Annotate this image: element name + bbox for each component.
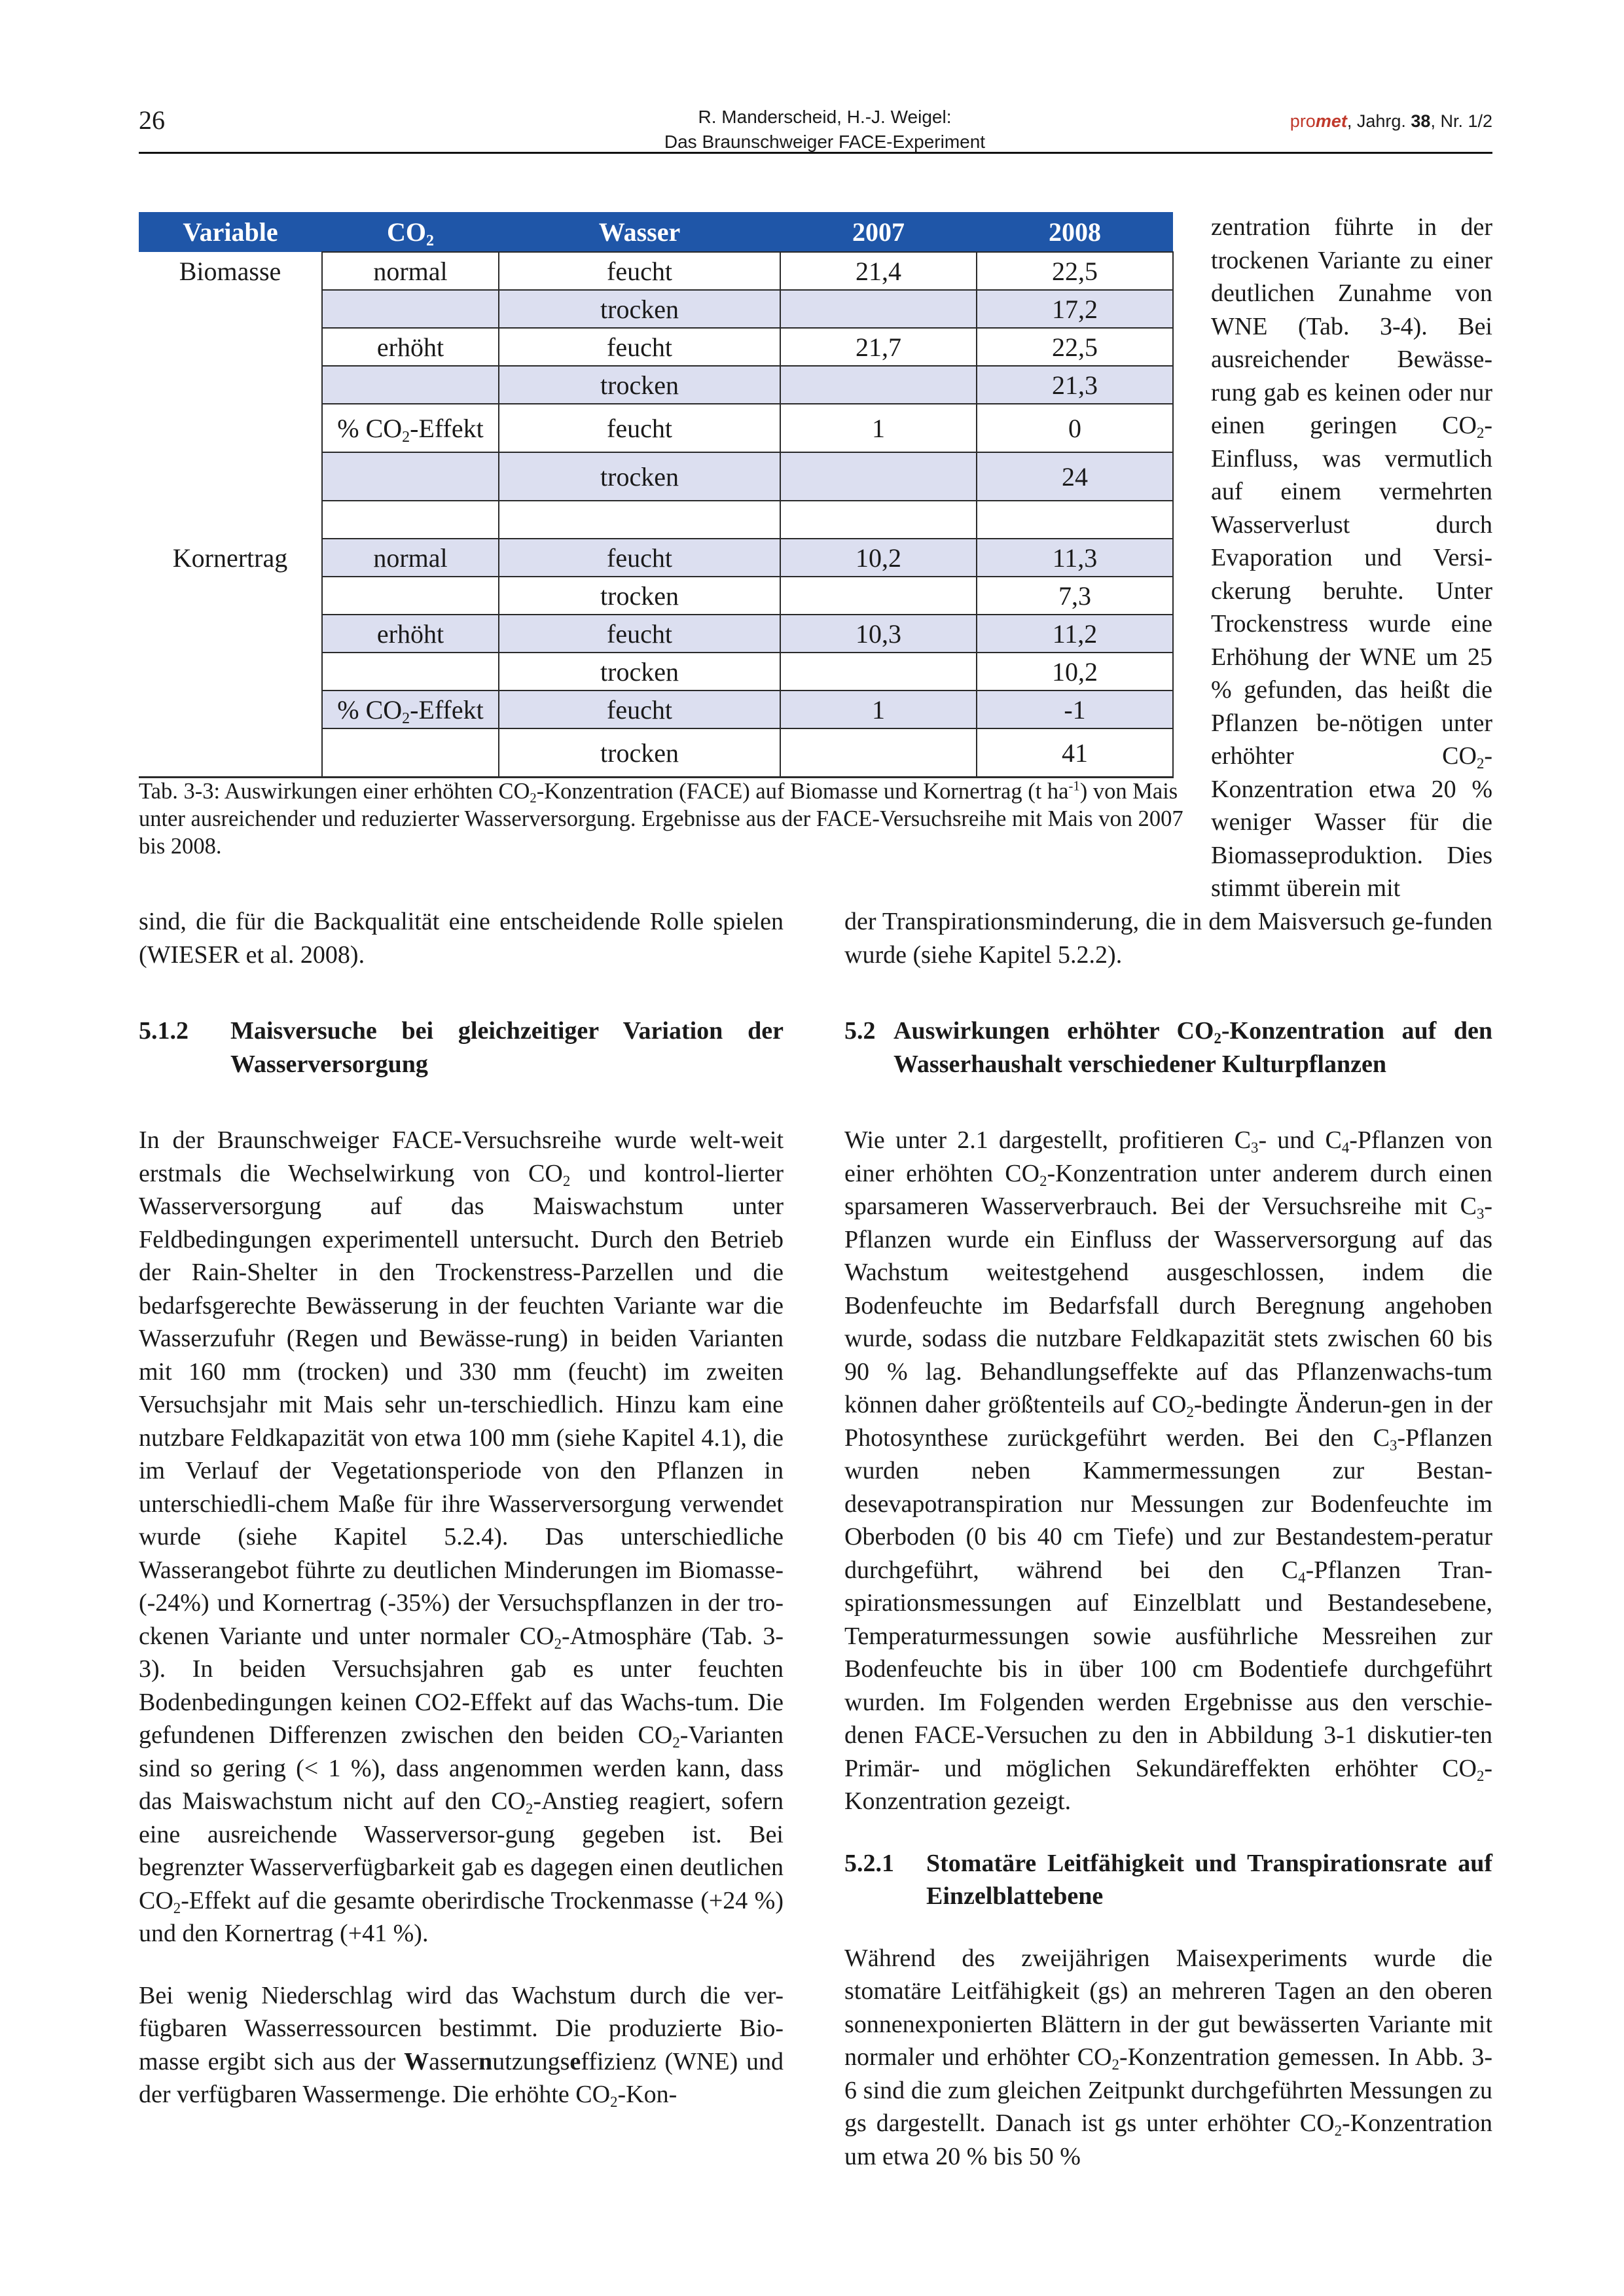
header-article-title: Das Braunschweiger FACE-Experiment [664,132,986,152]
cell-2008 [977,501,1173,539]
cell-2008: 11,2 [977,615,1173,653]
cell-2007 [780,577,977,615]
section-title: Maisversuche bei gleichzeitiger Variation der Wasserversorgung [230,1017,784,1078]
right-column-top-text: zentration führte in der trockenen Variante zu einer deutlichen Zunahme von WNE (Tab. 3-4). Bei ausreichender Bewässe-rung gab es keinen oder nur einen geringen $CO_2$-Einfluss, was vermutlich auf einem vermehrten Wasserverlust durch Evaporation und Versi-ckerung beruhte. Unter Trockenstress wurde eine Erhöhung der WNE um 25 % gefunden, das heißt die Pflanzen be-nötigen unter erhöhter $CO_2$-Konzentration etwa 20 % weniger Wasser für die Biomasseproduktion. Dies stimmt überein mit [1211,213,1492,902]
cell-wasser [499,501,780,539]
cell-2007 [780,290,977,328]
journal-issue: 1/2 [1468,111,1492,131]
journal-issue-label: , Nr. [1430,111,1468,131]
cell-2008: 17,2 [977,290,1173,328]
cell-2007: 1 [780,691,977,728]
cell-variable [139,615,322,653]
cell-variable [139,691,322,728]
cell-co2: % $CO_2$-Effekt [322,404,499,452]
section-number: 5.2.1 [844,1849,894,1877]
cell-wasser: trocken [499,366,780,404]
cell-co2: erhöht [322,615,499,653]
journal-reference [1191,111,1492,132]
section-title: Auswirkungen erhöhter $CO_2$-Konzentration auf den Wasserhaushalt verschiedener Kulturpflanzen [893,1017,1492,1078]
table-header-row [139,212,1173,252]
cell-2007: 10,2 [780,539,977,577]
table-row [139,577,1173,615]
cell-2008: 10,2 [977,653,1173,691]
table-row [139,404,1173,452]
cell-variable: Biomasse [139,252,322,290]
cell-2008: 24 [977,452,1173,501]
cell-2007: 1 [780,404,977,452]
left-column [139,905,784,2111]
table-caption: Tab. 3-3: Auswirkungen einer erhöhten $CO_2$-Konzentration (FACE) auf Biomasse und Kornertrag (t $ha^{-1}$) von Mais unter ausreichender und reduzierter Wasserversorgung. Ergebnisse aus der FACE-Versuchsreihe mit Mais von 2007 bis 2008. [139,779,1183,859]
cell-co2 [322,290,499,328]
header-variable: Variable [139,212,322,252]
paragraph: Bei wenig Niederschlag wird das Wachstum durch die ver-fügbaren Wasserressourcen bestimmt. Die produzierte Bio-masse ergibt sich aus der Wassernutzungseffizienz (WNE) und der verfügbaren Wassermenge. Die erhöhte $CO_2-Kon-$ [139,1981,784,2110]
results-table [139,212,1174,778]
cell-wasser: feucht [499,404,780,452]
section-heading-5-2-1 [844,1847,1492,1913]
cell-2007: 21,4 [780,252,977,290]
cell-2008: 21,3 [977,366,1173,404]
table-row [139,728,1173,778]
cell-wasser: trocken [499,653,780,691]
cell-co2 [322,501,499,539]
cell-co2 [322,653,499,691]
table-row [139,539,1173,577]
cell-2008: 11,3 [977,539,1173,577]
table-row [139,452,1173,501]
cell-2007 [780,366,977,404]
cell-wasser: feucht [499,328,780,366]
section-number: 5.2 [844,1017,876,1045]
journal-volume: 38 [1411,111,1431,131]
section-number: 5.1.2 [139,1017,189,1045]
table-row [139,653,1173,691]
cell-2008: 22,5 [977,328,1173,366]
section-heading-5-1-2 [139,1014,784,1081]
cell-wasser: trocken [499,290,780,328]
cell-variable [139,501,322,539]
header-2007: 2007 [780,212,977,252]
header-authors: R. Manderscheid, H.-J. Weigel: [698,107,952,127]
cell-wasser: feucht [499,615,780,653]
cell-variable: Kornertrag [139,539,322,577]
cell-co2 [322,728,499,778]
paragraph: Während des zweijährigen Maisexperiments wurde die stomatäre Leitfähigkeit (gs) an mehreren Tagen an den oberen sonnenexponierten Blättern in der gut bewässerten Variante mit normaler und erhöhter $CO_2$-Konzentration gemessen. In Abb. 3-6 sind die zum gleichen Zeitpunkt durchgeführten Messungen zu gs dargestellt. Danach ist gs unter erhöhter $CO_2$-Konzentration um etwa 20 % bis 50 % [844,1944,1492,2170]
cell-2007: 10,3 [780,615,977,653]
cell-wasser: feucht [499,539,780,577]
header-rule [139,152,1492,154]
section-heading-5-2 [844,1014,1492,1081]
cell-2008: 7,3 [977,577,1173,615]
right-column [844,905,1492,2173]
cell-variable [139,366,322,404]
cell-variable [139,452,322,501]
paragraph: der Transpirationsminderung, die in dem Maisversuch ge-funden wurde (siehe Kapitel 5.2.2). [844,908,1492,969]
cell-wasser: trocken [499,728,780,778]
cell-variable [139,290,322,328]
cell-co2 [322,577,499,615]
table-row [139,615,1173,653]
cell-2007 [780,501,977,539]
header-wasser: Wasser [499,212,780,252]
cell-2007 [780,452,977,501]
journal-year-label: , Jahrg. [1346,111,1411,131]
paragraph: sind, die für die Backqualität eine entscheidende Rolle spielen (WIESER et al. 2008). [139,908,784,969]
cell-2008: 0 [977,404,1173,452]
running-header [589,105,1060,154]
cell-2007 [780,728,977,778]
cell-2008: -1 [977,691,1173,728]
cell-variable [139,404,322,452]
table-row [139,252,1173,290]
header-co2: $CO_2$ [322,212,499,252]
table-row-spacer [139,501,1173,539]
cell-2008: 22,5 [977,252,1173,290]
cell-2008: 41 [977,728,1173,778]
cell-wasser: trocken [499,452,780,501]
cell-variable [139,653,322,691]
cell-wasser: feucht [499,252,780,290]
journal-brand: promet [1290,111,1347,131]
cell-co2 [322,452,499,501]
cell-co2: normal [322,252,499,290]
paragraph: Wie unter 2.1 dargestellt, profitieren $C_3-$ und $C_4$-Pflanzen von einer erhöhten $CO_2$-Konzentration unter anderem durch einen sparsameren Wasserverbrauch. Bei der Versuchsreihe mit $C_3$-Pflanzen wurde ein Einfluss der Wasserversorgung auf das Wachstum weitestgehend ausgeschlossen, indem die Bodenfeuchte im Bedarfsfall durch Beregnung angehoben wurde, sodass die nutzbare Feldkapazität stets zwischen 60 bis 90 % lag. Behandlungseffekte auf das Pflanzenwachs-tum können daher größtenteils auf $CO_2$-bedingte Änderun-gen in der Photosynthese zurückgeführt werden. Bei den $C_3$-Pflanzen wurden neben Kammermessungen zur Bestan-desevapotranspiration nur Messungen zur Bodenfeuchte im Oberboden (0 bis 40 cm Tiefe) und zur Bestandestem-peratur durchgeführt, während bei den $C_4$-Pflanzen Tran-spirationsmessungen auf Einzelblatt und Bestandesebene, Temperaturmessungen sowie ausführliche Messreihen zur Bodenfeuchte bis in über 100 cm Bodentiefe durchgeführt wurden. Im Folgenden werden Ergebnisse aus den verschie-denen FACE-Versuchen zu den in Abbildung 3-1 diskutier-ten Primär- und möglichen Sekundäreffekten erhöhter $CO_2$-Konzentration gezeigt. [844,1126,1493,1815]
table-row [139,691,1173,728]
table-row [139,366,1173,404]
cell-co2: normal [322,539,499,577]
section-title: Stomatäre Leitfähigkeit und Transpirationsrate auf Einzelblattebene [926,1849,1492,1910]
table-row [139,328,1173,366]
paragraph: In der Braunschweiger FACE-Versuchsreihe wurde welt-weit erstmals die Wechselwirkung von $CO_2$ und kontrol-lierter Wasserversorgung auf das Maiswachstum unter Feldbedingungen experimentell untersucht. Durch den Betrieb der Rain-Shelter in den Trockenstress-Parzellen und die bedarfsgerechte Bewässerung in der feuchten Variante war die Wasserzufuhr (Regen und Bewässe-rung) in beiden Varianten mit 160 mm (trocken) und 330 mm (feucht) im zweiten Versuchsjahr mit Mais sehr un-terschiedlich. Hinzu kam eine nutzbare Feldkapazität von etwa 100 mm (siehe Kapitel 4.1), die im Verlauf der Vegetationsperiode von den Pflanzen in unterschiedli-chem Maße für ihre Wasserversorgung verwendet wurde (siehe Kapitel 5.2.4). Das unterschiedliche Wasserangebot führte zu deutlichen Minderungen im Biomasse- (-24%) und Kornertrag (-35%) der Versuchspflanzen in der tro-ckenen Variante und unter normaler $CO_2$-Atmosphäre (Tab. 3-3). In beiden Versuchsjahren gab es unter feuchten Bodenbedingungen keinen CO2-Effekt auf das Wachs-tum. Die gefundenen Differenzen zwischen den beiden $CO_2$-Varianten sind so gering (< 1 %), dass angenommen werden kann, dass das Maiswachstum nicht auf den $CO_2$-Anstieg reagiert, sofern eine ausreichende Wasserversor-gung gegeben ist. Bei begrenzter Wasserverfügbarkeit gab es dagegen einen deutlichen $CO_2$-Effekt auf die gesamte oberirdische Trockenmasse (+24 %) und den Kornertrag (+41 %). [139,1126,784,1947]
cell-2007 [780,653,977,691]
cell-co2: erhöht [322,328,499,366]
cell-wasser: trocken [499,577,780,615]
cell-variable [139,577,322,615]
cell-2007: 21,7 [780,328,977,366]
cell-co2: % $CO_2$-Effekt [322,691,499,728]
page-number: 26 [139,105,165,135]
cell-wasser: feucht [499,691,780,728]
cell-variable [139,728,322,778]
cell-co2 [322,366,499,404]
table-row [139,290,1173,328]
cell-variable [139,328,322,366]
header-2008: 2008 [977,212,1173,252]
